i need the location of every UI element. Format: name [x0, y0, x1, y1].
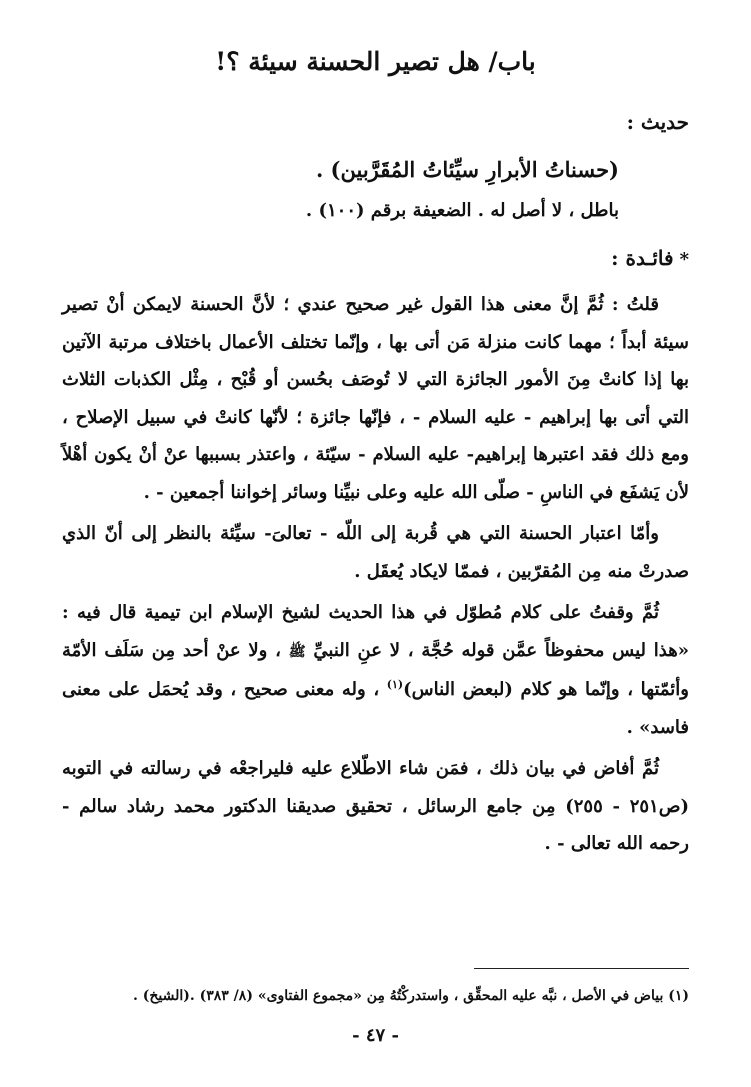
- sallallahu-alayhi-wasallam-glyph: ﷺ: [288, 643, 306, 660]
- fawaid-heading: [62, 240, 689, 278]
- star-bullet-icon: *: [679, 249, 689, 270]
- hadith-label: حديث :: [626, 110, 689, 134]
- paragraph-3-part-1: ثُمَّ وقفتُ على كلام مُطوّل في هذا الحديث لشيخ الإسلام ابن تيمية قال فيه : «هذا ليس محفوظاً عمَّن قوله حُجَّة ، لا عنِ النبيِّ: [62, 602, 689, 661]
- paragraph-2: وأمّا اعتبار الحسنة التي هي قُربة إلى اللّه - تعالىَ- سيِّئة بالنظر إلى أنّ الذي صدرتْ منه مِن المُقرّبين ، فممّا لايكاد يُعقَل .: [62, 523, 689, 582]
- footnote: (١) بياض في الأصل ، نبَّه عليه المحقِّق ، واستدركْتُهُ مِن «مجموع الفتاوى» (٨/ ٣٨٣) .(الشيخ) .: [132, 988, 689, 1004]
- hadith-verdict: باطل ، لا أصل له . الضعيفة برقم (١٠٠) .: [305, 200, 619, 221]
- hadith-text: (حسناتُ الأبرارِ سيِّئاتُ المُقَرَّبين) .: [315, 157, 619, 182]
- paragraph-3-part-3: ، وله معنى صحيح ، وقد يُحمَل على معنى فاسد» .: [62, 679, 689, 738]
- paragraph-3: [62, 594, 689, 746]
- footnote-reference: (١): [386, 678, 404, 691]
- chapter-title: باب/ هل تصير الحسنة سيئة ؟!: [215, 47, 536, 76]
- paragraph-3-part-2: ، ولا عنْ أحد مِن سَلَف الأمّة وأئمّتها ، وإنّما هو كلام (لبعض الناس): [62, 639, 689, 700]
- paragraph-1: قلتُ : ثُمَّ إنَّ معنى هذا القول غير صحيح عندي ؛ لأنَّ الحسنة لايمكن أنْ تصير سيئة أبداً ؛ مهما كانت منزلة مَن أتى بها ، وإنّما تختلف الأعمال باختلاف مرتبة الآتين بها إذا كانتْ مِنَ الأمور الجائزة التي لا تُوصَف بحُسن أو قُبْح ، مِثْل الكذبات الثلاث التي أتى بها إبراهيم - عليه السلام - ، فإنّها جائزة ؛ لأنّها كانتْ في سبيل الإصلاح ، ومع ذلك فقد اعتبرها إبراهيم- عليه السلام - سيّئة ، واعتذر بسببها عنْ أنْ يكون أهْلاً لأن يَشفَع في الناسِ - صلّى الله عليه وعلى نبيِّنا وسائر إخواننا أجمعين - .: [62, 294, 689, 503]
- paragraph-4: ثُمَّ أفاض في بيان ذلك ، فمَن شاء الاطّلاع عليه فليراجعْه في رسالته في التوبه (ص٢٥١ - ٢٥٥) مِن جامع الرسائل ، تحقيق صديقنا الدكتور محمد رشاد سالم - رحمه الله تعالى - .: [62, 758, 689, 854]
- fawaid-label: فائـدة :: [611, 246, 674, 270]
- footnote-divider: [474, 968, 689, 969]
- page-number: - ٤٧ -: [352, 1025, 399, 1046]
